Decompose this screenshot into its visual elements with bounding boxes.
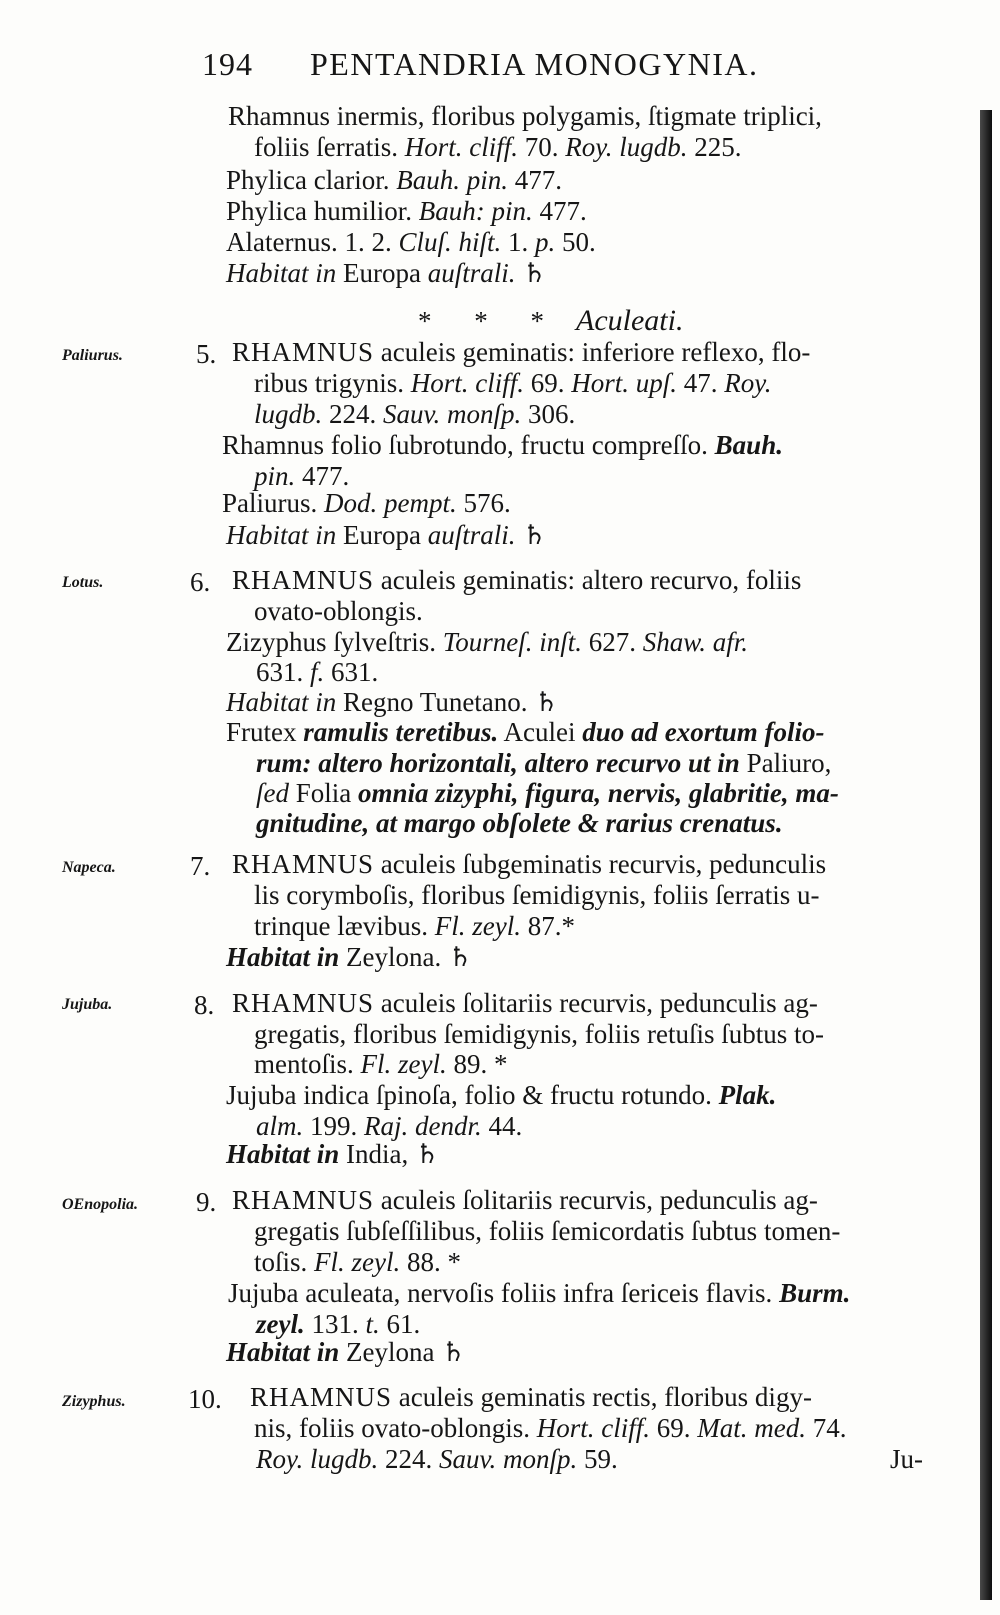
text-line: gregatis ſubſeſſilibus, foliis ſemicordatis ſubtus tomen-: [254, 1216, 841, 1246]
text-line: Jujuba indica ſpinoſa, folio & fructu rotundo. Plak.: [226, 1080, 777, 1110]
habitat-line: Habitat in Zeylona ♄: [226, 1337, 466, 1367]
text-line: foliis ſerratis. Hort. cliff. 70. Roy. lugdb. 225.: [254, 132, 742, 162]
entry-number: 10.: [188, 1384, 222, 1414]
margin-label-zizyphus: Zizyphus.: [62, 1393, 126, 1410]
page-header: [0, 44, 1000, 92]
text-line: ovato-oblongis.: [254, 596, 423, 626]
entry-number: 7.: [190, 851, 211, 881]
text-line: zeyl. 131. t. 61.: [256, 1309, 421, 1339]
text-line: Jujuba aculeata, nervoſis foliis infra ſericeis flavis. Burm.: [228, 1278, 851, 1308]
habitat-line: Habitat in Europa auſtrali. ♄: [226, 520, 547, 550]
entry-number: 5.: [196, 339, 217, 369]
text-line: Paliurus. Dod. pempt. 576.: [222, 488, 511, 518]
page-number: 194: [202, 46, 253, 82]
text-line: lugdb. 224. Sauv. monſp. 306.: [254, 399, 576, 429]
text-line: mentoſis. Fl. zeyl. 89. *: [254, 1049, 508, 1079]
text-line: RHAMNUS aculeis geminatis: altero recurvo, foliis: [232, 565, 802, 595]
entry-number: 8.: [194, 990, 215, 1020]
habitat-line: Habitat in Europa auſtrali. ♄: [226, 258, 547, 288]
text-line: Phylica humilior. Bauh: pin. 477.: [226, 196, 587, 226]
entry-number: 9.: [196, 1187, 217, 1217]
entry-number: 6.: [190, 567, 211, 597]
text-line: Zizyphus ſylveſtris. Tourneſ. inſt. 627. Shaw. afr.: [226, 627, 749, 657]
habitat-line: Habitat in India, ♄: [226, 1139, 440, 1169]
text-line: RHAMNUS aculeis geminatis: inferiore reflexo, flo-: [232, 337, 811, 367]
text-line: ſed Folia omnia zizyphi, figura, nervis, glabritie, ma-: [256, 778, 839, 808]
text-line: nis, foliis ovato-oblongis. Hort. cliff. 69. Mat. med. 74.: [254, 1413, 847, 1443]
text-line: Frutex ramulis teretibus. Aculei duo ad exortum folio-: [226, 717, 825, 747]
margin-label-jujuba: Jujuba.: [62, 996, 113, 1013]
habitat-line: Habitat in Regno Tunetano. ♄: [226, 687, 559, 717]
margin-label-lotus: Lotus.: [62, 574, 104, 591]
page-edge-shadow: [980, 110, 992, 1600]
text-line: Rhamnus folio ſubrotundo, fructu compreſſo. Bauh.: [222, 430, 783, 460]
text-line: toſis. Fl. zeyl. 88. *: [254, 1247, 461, 1277]
text-line: gregatis, floribus ſemidigynis, foliis retuſis ſubtus to-: [254, 1019, 824, 1049]
text-line: Alaternus. 1. 2. Cluſ. hiſt. 1. p. 50.: [226, 227, 596, 257]
text-line: RHAMNUS aculeis ſubgeminatis recurvis, pedunculis: [232, 849, 827, 879]
text-line: ribus trigynis. Hort. cliff. 69. Hort. upſ. 47. Roy.: [254, 368, 772, 398]
text-line: alm. 199. Raj. dendr. 44.: [256, 1111, 523, 1141]
text-line: RHAMNUS aculeis ſolitariis recurvis, pedunculis ag-: [232, 988, 818, 1018]
catchword: Ju-: [890, 1444, 923, 1474]
margin-label-napeca: Napeca.: [62, 859, 116, 876]
margin-label-oenopolia: OEnopolia.: [62, 1196, 139, 1213]
margin-label-paliurus: Paliurus.: [62, 347, 123, 364]
text-line: gnitudine, at margo obſolete & rarius crenatus.: [256, 808, 783, 838]
section-heading: * * * Aculeati.: [418, 304, 684, 337]
text-line: lis corymboſis, floribus ſemidigynis, foliis ſerratis u-: [254, 880, 820, 910]
text-line: RHAMNUS aculeis ſolitariis recurvis, pedunculis ag-: [232, 1185, 818, 1215]
text-line: rum: altero horizontali, altero recurvo ut in Paliuro,: [256, 748, 832, 778]
text-line: Rhamnus inermis, floribus polygamis, ſtigmate triplici,: [228, 101, 822, 131]
text-line: 631. f. 631.: [256, 657, 379, 687]
running-head: PENTANDRIA MONOGYNIA.: [310, 46, 759, 82]
text-line: Phylica clarior. Bauh. pin. 477.: [226, 165, 562, 195]
habitat-line: Habitat in Zeylona. ♄: [226, 942, 473, 972]
text-line: RHAMNUS aculeis geminatis rectis, floribus digy-: [250, 1382, 812, 1412]
text-line: pin. 477.: [254, 461, 350, 491]
text-line: Roy. lugdb. 224. Sauv. monſp. 59.: [256, 1444, 618, 1474]
text-line: trinque lævibus. Fl. zeyl. 87.*: [254, 911, 575, 941]
